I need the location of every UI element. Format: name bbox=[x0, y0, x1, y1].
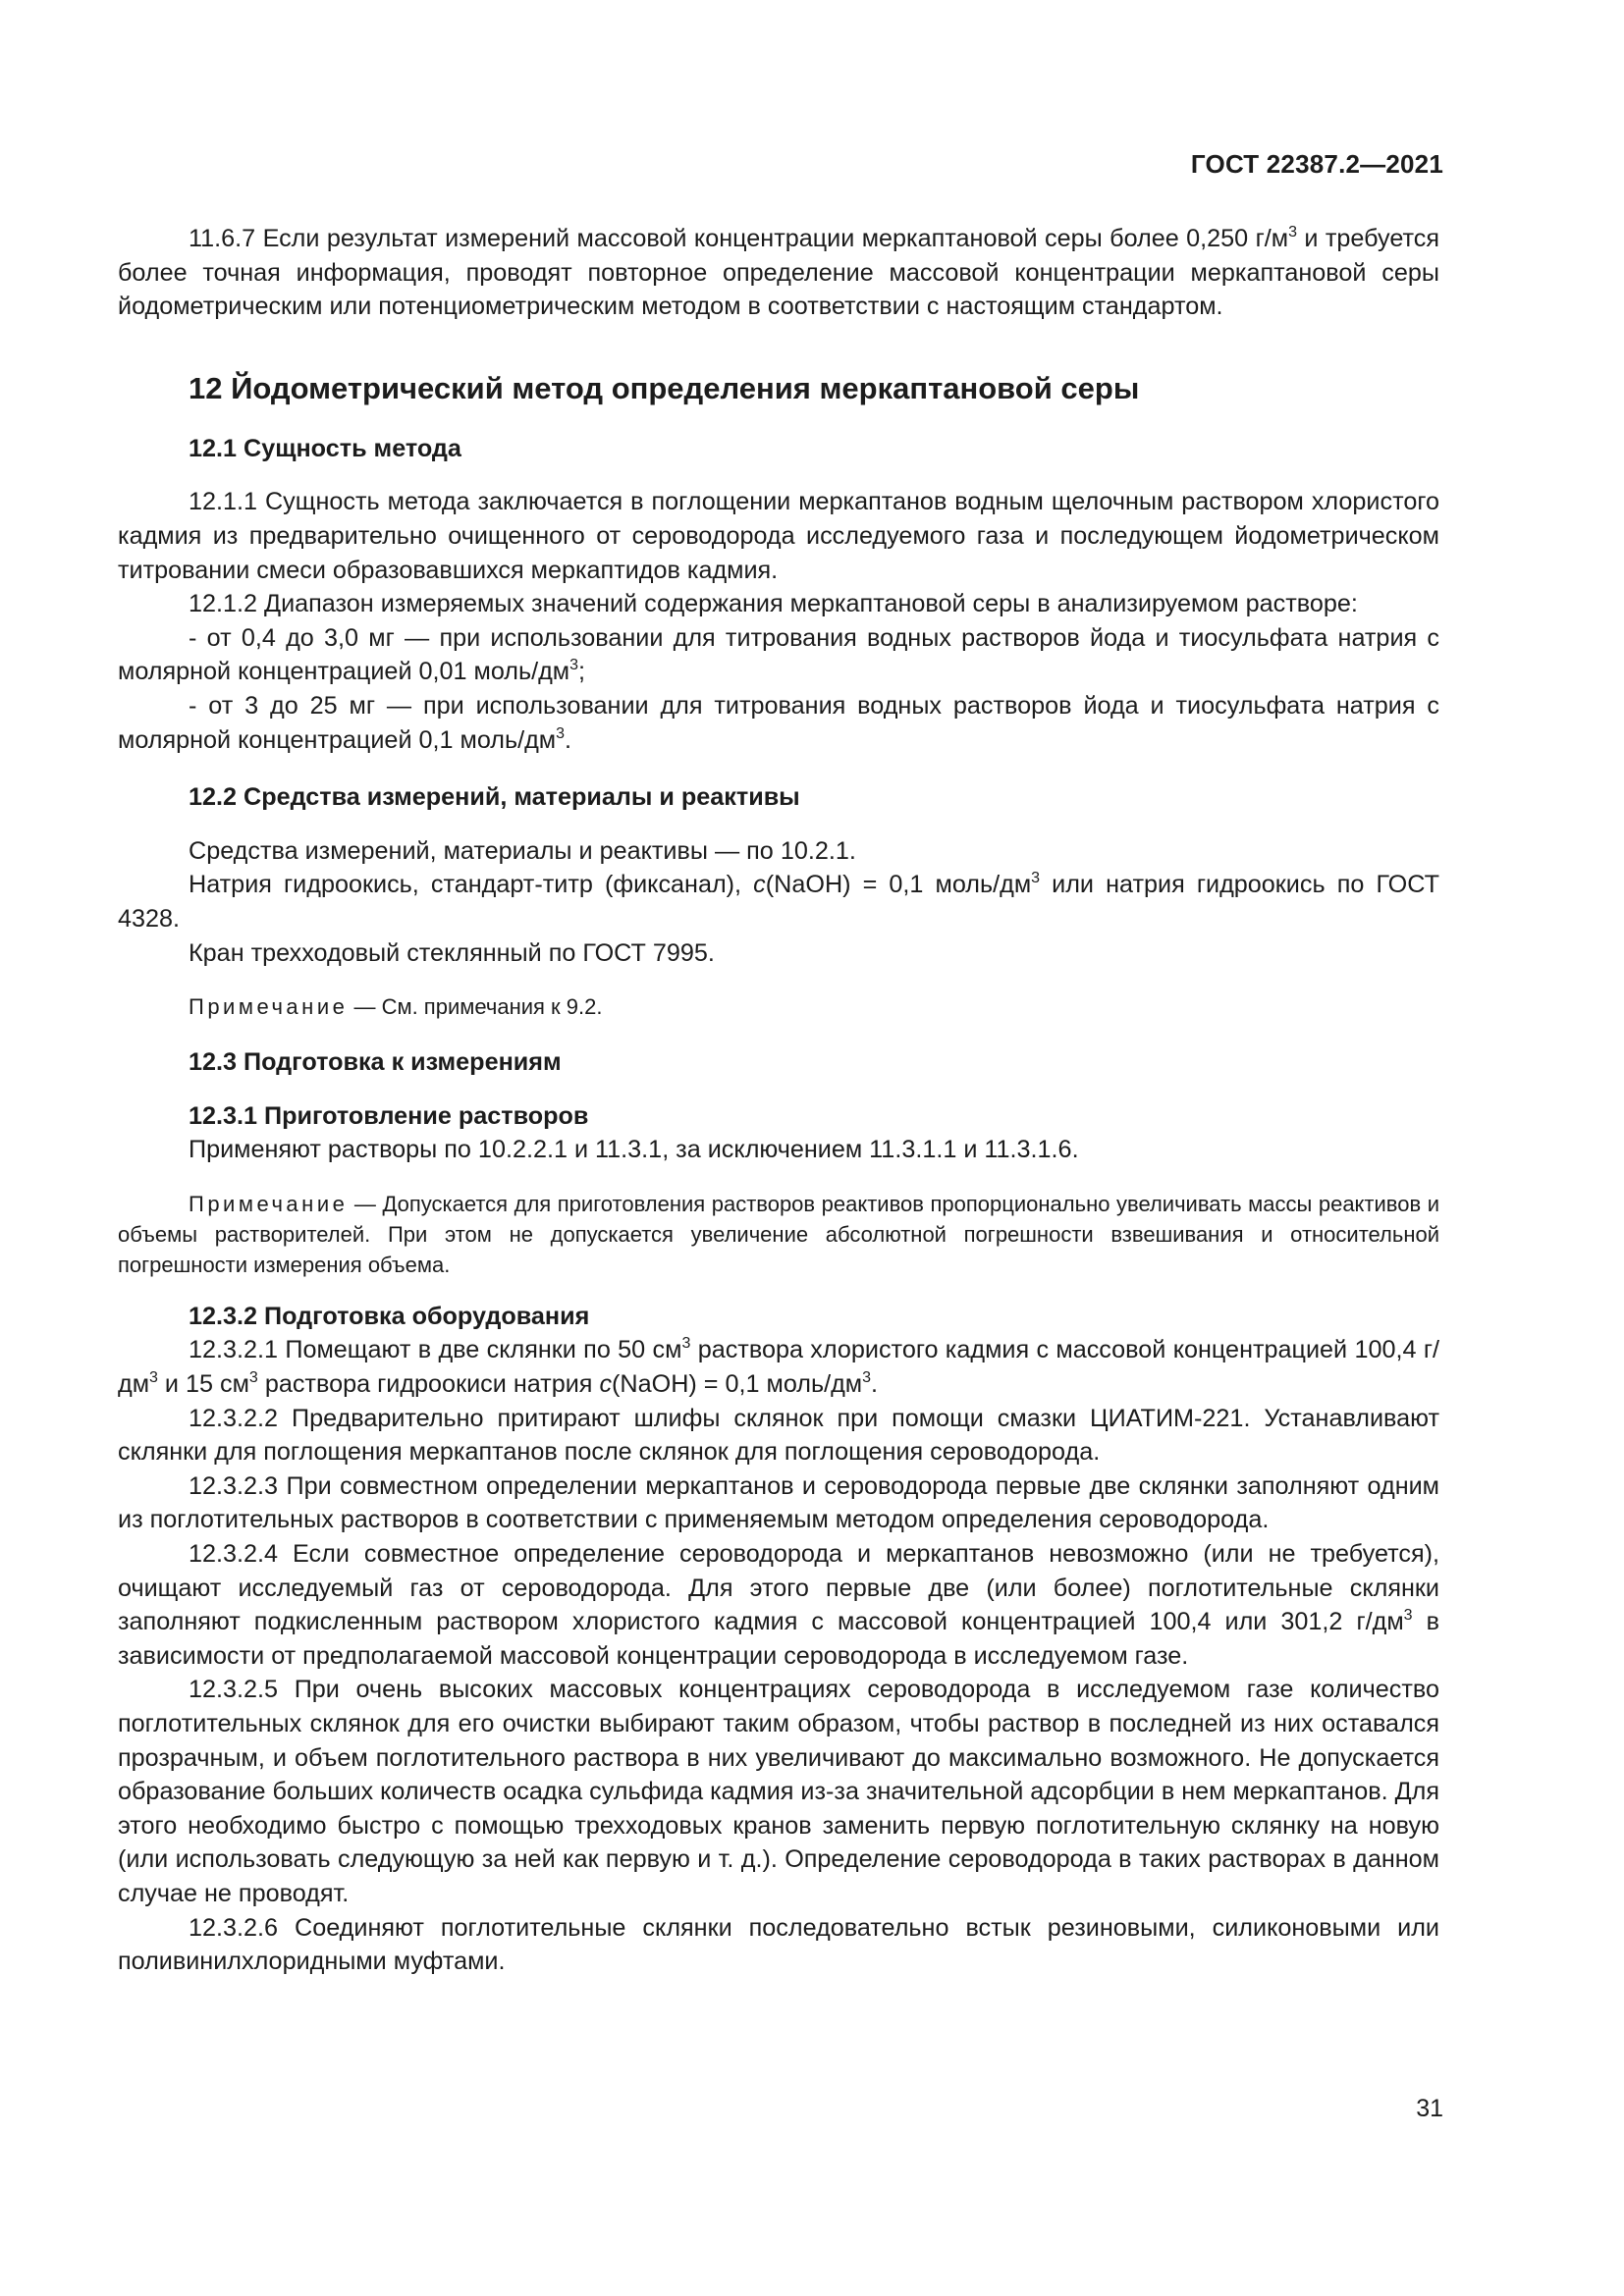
page-body bbox=[118, 222, 1439, 1979]
paragraph-12-1-2: 12.1.2 Диапазон измеряемых значений содержания меркаптановой серы в анализируемом растворе: bbox=[189, 590, 1358, 618]
paragraph-12-2-naoh: Натрия гидроокись, стандарт-титр (фиксанал), c(NaOH) = 0,1 моль/$дм^3$ или натрия гидроокись по ГОСТ 4328. bbox=[118, 870, 1439, 933]
paragraph-12-2-valve: Кран трехходовый стеклянный по ГОСТ 7995. bbox=[189, 938, 715, 967]
paragraph-12-2-instruments: Средства измерений, материалы и реактивы — по 10.2.1. bbox=[189, 836, 856, 865]
subsection-12-3-1-heading: 12.3.1 Приготовление растворов bbox=[189, 1101, 589, 1130]
paragraph-12-3-2-5: 12.3.2.5 При очень высоких массовых концентрациях сероводорода в исследуемом газе количество поглотительных склянок для его очистки выбирают таким образом, чтобы раствор в последней из них оставался прозрачным, и объем поглотительного раствора в них увеличивают до максимально возможного. Не допускается образование больших количеств осадка сульфида кадмия из-за значительной адсорбции в нем меркаптанов. Для этого необходимо быстро с помощью трехходовых кранов заменить первую поглотительную склянку на новую (или использовать следующую за ней как первую и т. д.). Определение сероводорода в таких растворах в данном случае не проводят. bbox=[118, 1676, 1439, 1907]
paragraph-12-3-1: Применяют растворы по 10.2.2.1 и 11.3.1, за исключением 11.3.1.1 и 11.3.1.6. bbox=[189, 1136, 1079, 1164]
paragraph-11-6-7: 11.6.7 Если результат измерений массовой концентрации меркаптановой серы более 0,250 $г/м^3$ и требуется более точная информация, проводят повторное определение массовой концентрации меркаптановой серы йодометрическим или потенциометрическим методом в соответствии с настоящим стандартом. bbox=[118, 224, 1439, 321]
note-12-3-1: Примечание — Допускается для приготовления растворов реактивов пропорционально увеличивать массы реактивов и объемы растворителей. При этом не допускается увеличение абсолютной погрешности взвешивания и относительной погрешности измерения объема. bbox=[118, 1191, 1439, 1277]
paragraph-12-3-2-6: 12.3.2.6 Соединяют поглотительные склянки последовательно встык резиновыми, силиконовыми или поливинилхлоридными муфтами. bbox=[118, 1913, 1439, 1976]
paragraph-12-3-2-3: 12.3.2.3 При совместном определении меркаптанов и сероводорода первые две склянки заполняют одним из поглотительных растворов в соответствии с применяемым методом определения сероводорода. bbox=[118, 1471, 1439, 1534]
paragraph-12-3-2-2: 12.3.2.2 Предварительно притирают шлифы склянок при помощи смазки ЦИАТИМ-221. Устанавливают склянки для поглощения меркаптанов после склянок для поглощения сероводорода. bbox=[118, 1404, 1439, 1467]
page-number: 31 bbox=[1416, 2095, 1443, 2122]
subsection-12-2-heading: 12.2 Средства измерений, материалы и реактивы bbox=[189, 783, 800, 812]
paragraph-12-1-1: 12.1.1 Сущность метода заключается в поглощении меркаптанов водным щелочным раствором хлористого кадмия из предварительно очищенного от сероводорода исследуемого газа и последующем йодометрическом титровании смеси образовавшихся меркаптидов кадмия. bbox=[118, 488, 1439, 584]
subsection-12-3-heading: 12.3 Подготовка к измерениям bbox=[189, 1048, 562, 1077]
list-item-range-1: - от 0,4 до 3,0 мг — при использовании для титрования водных растворов йода и тиосульфата натрия с молярной концентрацией 0,01 моль/$дм^3$; bbox=[118, 623, 1439, 686]
subsection-12-1-heading: 12.1 Сущность метода bbox=[189, 434, 461, 462]
subsection-12-3-2-heading: 12.3.2 Подготовка оборудования bbox=[189, 1302, 590, 1330]
list-item-range-2: - от 3 до 25 мг — при использовании для титрования водных растворов йода и тиосульфата натрия с молярной концентрацией 0,1 моль/$дм^3$. bbox=[118, 691, 1439, 754]
paragraph-12-3-2-1: 12.3.2.1 Помещают в две склянки по 50 $см^3$ раствора хлористого кадмия с массовой концентрацией 100,4 $г/дм^3$ и 15 $см^3$ раствора гидроокиси натрия c(NaOH) = 0,1 моль/$дм^3$. bbox=[118, 1335, 1439, 1399]
section-12-heading: 12 Йодометрический метод определения меркаптановой серы bbox=[189, 370, 1140, 405]
paragraph-12-3-2-4: 12.3.2.4 Если совместное определение сероводорода и меркаптанов невозможно (или не требуется), очищают исследуемый газ от сероводорода. Для этого первые две (или более) поглотительные склянки заполняют подкисленным раствором хлористого кадмия с массовой концентрацией 100,4 или 301,2 $г/дм^3$ в зависимости от предполагаемой массовой концентрации сероводорода в исследуемом газе. bbox=[118, 1540, 1439, 1670]
note-12-2: Примечание — См. примечания к 9.2. bbox=[189, 994, 603, 1020]
standard-id-header: ГОСТ 22387.2—2021 bbox=[1190, 149, 1443, 179]
